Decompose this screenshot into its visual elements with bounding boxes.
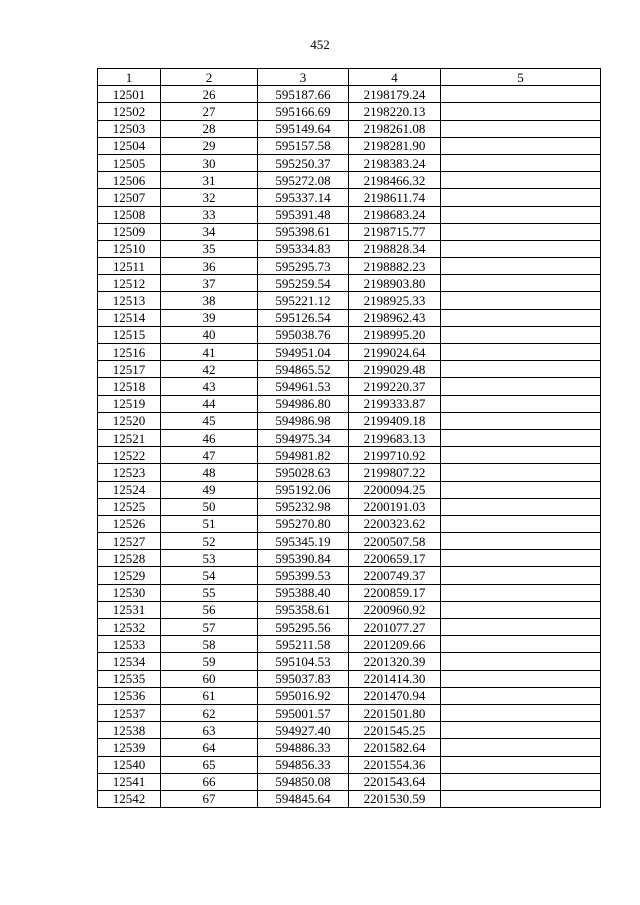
table-cell: 29 (161, 137, 258, 154)
table-cell (441, 653, 601, 670)
table-cell: 48 (161, 464, 258, 481)
table-cell: 2198962.43 (349, 309, 441, 326)
table-row (98, 326, 601, 343)
table-cell: 12502 (98, 103, 161, 120)
table-cell: 595399.53 (258, 567, 349, 584)
table-cell: 595358.61 (258, 601, 349, 618)
table-cell: 595250.37 (258, 154, 349, 171)
table-cell: 67 (161, 790, 258, 807)
table-cell: 595166.69 (258, 103, 349, 120)
table-cell: 12501 (98, 86, 161, 103)
coordinates-table (97, 68, 601, 808)
table-row (98, 739, 601, 756)
table-row (98, 567, 601, 584)
table-cell: 12531 (98, 601, 161, 618)
table-cell: 595345.19 (258, 533, 349, 550)
table-cell: 12519 (98, 395, 161, 412)
table-cell: 12517 (98, 361, 161, 378)
table-body (98, 86, 601, 808)
table-cell (441, 206, 601, 223)
table-cell (441, 258, 601, 275)
table-cell: 595259.54 (258, 275, 349, 292)
table-cell: 50 (161, 498, 258, 515)
table-cell: 12538 (98, 722, 161, 739)
table-cell: 12505 (98, 154, 161, 171)
table-row (98, 240, 601, 257)
table-cell: 12512 (98, 275, 161, 292)
table-cell (441, 704, 601, 721)
table-cell: 2198466.32 (349, 172, 441, 189)
table-cell: 43 (161, 378, 258, 395)
column-header: 1 (98, 69, 161, 86)
table-cell (441, 292, 601, 309)
table-cell: 52 (161, 533, 258, 550)
table-cell: 594850.08 (258, 773, 349, 790)
table-cell: 595295.56 (258, 619, 349, 636)
table-cell: 2199683.13 (349, 429, 441, 446)
table-row (98, 498, 601, 515)
table-cell: 2201582.64 (349, 739, 441, 756)
column-header: 4 (349, 69, 441, 86)
table-cell (441, 550, 601, 567)
table-row (98, 412, 601, 429)
table-cell: 2199029.48 (349, 361, 441, 378)
table-row (98, 275, 601, 292)
table-cell: 595028.63 (258, 464, 349, 481)
table-cell: 2198715.77 (349, 223, 441, 240)
table-row (98, 481, 601, 498)
table-cell: 35 (161, 240, 258, 257)
table-cell (441, 378, 601, 395)
table-row (98, 447, 601, 464)
table-cell (441, 584, 601, 601)
table-row (98, 790, 601, 807)
column-header: 3 (258, 69, 349, 86)
table-cell: 12518 (98, 378, 161, 395)
table-row (98, 550, 601, 567)
table-row (98, 756, 601, 773)
table-cell: 12507 (98, 189, 161, 206)
table-row (98, 137, 601, 154)
table-cell (441, 636, 601, 653)
table-row (98, 773, 601, 790)
table-cell: 12534 (98, 653, 161, 670)
table-cell: 594927.40 (258, 722, 349, 739)
table-cell: 594951.04 (258, 344, 349, 361)
table-cell: 54 (161, 567, 258, 584)
table-cell (441, 344, 601, 361)
table-cell: 2201545.25 (349, 722, 441, 739)
table-cell: 595038.76 (258, 326, 349, 343)
table-row (98, 533, 601, 550)
table-row (98, 653, 601, 670)
table-cell: 59 (161, 653, 258, 670)
table-row (98, 86, 601, 103)
table-cell: 53 (161, 550, 258, 567)
table-cell: 2200191.03 (349, 498, 441, 515)
table-cell: 594981.82 (258, 447, 349, 464)
table-cell: 595104.53 (258, 653, 349, 670)
table-row (98, 722, 601, 739)
table-cell (441, 429, 601, 446)
table-cell: 595016.92 (258, 687, 349, 704)
table-row (98, 704, 601, 721)
table-cell: 12514 (98, 309, 161, 326)
table-cell: 2200749.37 (349, 567, 441, 584)
table-cell: 595126.54 (258, 309, 349, 326)
table-cell (441, 86, 601, 103)
table-cell: 27 (161, 103, 258, 120)
table-cell: 595337.14 (258, 189, 349, 206)
table-cell: 55 (161, 584, 258, 601)
table-cell: 12503 (98, 120, 161, 137)
table-cell (441, 447, 601, 464)
table-row (98, 344, 601, 361)
table-cell: 32 (161, 189, 258, 206)
table-cell: 2201320.39 (349, 653, 441, 670)
table-cell (441, 481, 601, 498)
table-cell (441, 223, 601, 240)
table-cell (441, 687, 601, 704)
table-cell (441, 120, 601, 137)
table-cell: 45 (161, 412, 258, 429)
table-cell: 37 (161, 275, 258, 292)
table-cell (441, 412, 601, 429)
table-cell (441, 756, 601, 773)
table-cell: 2199710.92 (349, 447, 441, 464)
table-cell: 60 (161, 670, 258, 687)
table-cell (441, 790, 601, 807)
table-cell: 12513 (98, 292, 161, 309)
table-row (98, 361, 601, 378)
table-cell: 2201209.66 (349, 636, 441, 653)
table-cell: 12532 (98, 619, 161, 636)
table-cell (441, 533, 601, 550)
table-row (98, 103, 601, 120)
table-row (98, 670, 601, 687)
table-cell: 594845.64 (258, 790, 349, 807)
table-cell: 2201414.30 (349, 670, 441, 687)
table-cell (441, 670, 601, 687)
table-cell: 595192.06 (258, 481, 349, 498)
table-cell: 2201554.36 (349, 756, 441, 773)
table-cell: 2198828.34 (349, 240, 441, 257)
table-cell: 594961.53 (258, 378, 349, 395)
table-row (98, 687, 601, 704)
table-cell: 594986.98 (258, 412, 349, 429)
table-cell: 30 (161, 154, 258, 171)
table-cell: 595149.64 (258, 120, 349, 137)
table-cell: 2200323.62 (349, 515, 441, 532)
table-cell: 2199807.22 (349, 464, 441, 481)
table-cell: 12523 (98, 464, 161, 481)
column-header: 5 (441, 69, 601, 86)
table-cell: 12506 (98, 172, 161, 189)
table-row (98, 206, 601, 223)
table-cell (441, 464, 601, 481)
table-cell: 2199409.18 (349, 412, 441, 429)
table-cell: 2201543.64 (349, 773, 441, 790)
table-cell: 40 (161, 326, 258, 343)
table-cell: 12526 (98, 515, 161, 532)
table-cell: 595001.57 (258, 704, 349, 721)
table-cell: 2200960.92 (349, 601, 441, 618)
table-cell (441, 601, 601, 618)
table-cell: 65 (161, 756, 258, 773)
table-cell (441, 154, 601, 171)
table-cell: 12530 (98, 584, 161, 601)
table-cell: 12536 (98, 687, 161, 704)
table-cell: 2200507.58 (349, 533, 441, 550)
table-cell: 595334.83 (258, 240, 349, 257)
table-cell: 595398.61 (258, 223, 349, 240)
table-cell: 12537 (98, 704, 161, 721)
table-cell: 594865.52 (258, 361, 349, 378)
table-cell: 595187.66 (258, 86, 349, 103)
table-cell: 595211.58 (258, 636, 349, 653)
table-cell (441, 739, 601, 756)
table-cell: 62 (161, 704, 258, 721)
table-cell: 12540 (98, 756, 161, 773)
table-row (98, 258, 601, 275)
table-cell: 2199024.64 (349, 344, 441, 361)
table-cell: 594856.33 (258, 756, 349, 773)
table-cell (441, 361, 601, 378)
table-cell: 46 (161, 429, 258, 446)
table-cell: 2198261.08 (349, 120, 441, 137)
table-row (98, 515, 601, 532)
table-cell: 49 (161, 481, 258, 498)
table-cell: 595272.08 (258, 172, 349, 189)
table-cell: 12539 (98, 739, 161, 756)
table-cell (441, 189, 601, 206)
table-header (98, 69, 601, 86)
table-cell: 2199333.87 (349, 395, 441, 412)
table-cell: 595388.40 (258, 584, 349, 601)
table-cell: 12528 (98, 550, 161, 567)
table-cell: 47 (161, 447, 258, 464)
table-cell (441, 498, 601, 515)
table-cell: 33 (161, 206, 258, 223)
table-cell: 12516 (98, 344, 161, 361)
table-row (98, 584, 601, 601)
table-cell: 58 (161, 636, 258, 653)
table-cell: 12542 (98, 790, 161, 807)
table-cell: 2198611.74 (349, 189, 441, 206)
table-cell: 595232.98 (258, 498, 349, 515)
table-cell: 2201501.80 (349, 704, 441, 721)
table-cell (441, 773, 601, 790)
table-cell: 12525 (98, 498, 161, 515)
table-cell: 38 (161, 292, 258, 309)
table-cell: 2198179.24 (349, 86, 441, 103)
table-cell (441, 172, 601, 189)
table-cell: 12527 (98, 533, 161, 550)
table-cell: 12520 (98, 412, 161, 429)
table-cell: 42 (161, 361, 258, 378)
table-cell: 2198220.13 (349, 103, 441, 120)
table-cell (441, 103, 601, 120)
table-cell (441, 515, 601, 532)
table-cell: 594986.80 (258, 395, 349, 412)
table-cell: 595295.73 (258, 258, 349, 275)
table-cell: 2201530.59 (349, 790, 441, 807)
table-cell: 2198995.20 (349, 326, 441, 343)
table-cell: 2201077.27 (349, 619, 441, 636)
table-cell: 2198281.90 (349, 137, 441, 154)
table-cell: 2201470.94 (349, 687, 441, 704)
table-cell: 2200859.17 (349, 584, 441, 601)
table-row (98, 429, 601, 446)
table-cell: 2198683.24 (349, 206, 441, 223)
table-cell: 2200094.25 (349, 481, 441, 498)
table-cell (441, 275, 601, 292)
column-header: 2 (161, 69, 258, 86)
table-cell: 57 (161, 619, 258, 636)
table-cell: 595221.12 (258, 292, 349, 309)
table-cell: 12535 (98, 670, 161, 687)
table-cell: 66 (161, 773, 258, 790)
header-row (98, 69, 601, 86)
table-cell: 12533 (98, 636, 161, 653)
table-row (98, 395, 601, 412)
table-cell (441, 326, 601, 343)
table-cell (441, 567, 601, 584)
table-row (98, 189, 601, 206)
table-cell (441, 619, 601, 636)
table-cell: 63 (161, 722, 258, 739)
table-cell: 64 (161, 739, 258, 756)
table-cell: 41 (161, 344, 258, 361)
table-row (98, 464, 601, 481)
table-cell: 12509 (98, 223, 161, 240)
table-cell (441, 137, 601, 154)
table-row (98, 309, 601, 326)
table-cell: 2198882.23 (349, 258, 441, 275)
table-cell: 12524 (98, 481, 161, 498)
table-cell: 2198383.24 (349, 154, 441, 171)
table-cell: 51 (161, 515, 258, 532)
table-cell: 34 (161, 223, 258, 240)
table-cell: 595270.80 (258, 515, 349, 532)
table-cell: 36 (161, 258, 258, 275)
table-row (98, 120, 601, 137)
table-row (98, 619, 601, 636)
table-cell: 12541 (98, 773, 161, 790)
table-cell (441, 722, 601, 739)
table-cell: 2200659.17 (349, 550, 441, 567)
table-cell: 594886.33 (258, 739, 349, 756)
table-cell: 12504 (98, 137, 161, 154)
table-cell: 12521 (98, 429, 161, 446)
table-cell: 12510 (98, 240, 161, 257)
table-cell: 56 (161, 601, 258, 618)
table-cell: 26 (161, 86, 258, 103)
table-cell: 595037.83 (258, 670, 349, 687)
table-cell (441, 309, 601, 326)
table-row (98, 292, 601, 309)
table-row (98, 378, 601, 395)
table-row (98, 601, 601, 618)
table-row (98, 636, 601, 653)
table-cell (441, 395, 601, 412)
table-cell: 12515 (98, 326, 161, 343)
table-cell: 61 (161, 687, 258, 704)
table-cell (441, 240, 601, 257)
table-cell: 28 (161, 120, 258, 137)
table-cell: 2198925.33 (349, 292, 441, 309)
table-cell: 31 (161, 172, 258, 189)
table-cell: 12522 (98, 447, 161, 464)
table-cell: 12529 (98, 567, 161, 584)
table-cell: 2199220.37 (349, 378, 441, 395)
table-cell: 595391.48 (258, 206, 349, 223)
table-cell: 594975.34 (258, 429, 349, 446)
table-cell: 39 (161, 309, 258, 326)
table-row (98, 154, 601, 171)
table-row (98, 223, 601, 240)
table-row (98, 172, 601, 189)
table-cell: 595157.58 (258, 137, 349, 154)
table-cell: 12508 (98, 206, 161, 223)
table-cell: 595390.84 (258, 550, 349, 567)
page-number: 452 (310, 37, 330, 52)
table-cell: 44 (161, 395, 258, 412)
table-cell: 12511 (98, 258, 161, 275)
table-cell: 2198903.80 (349, 275, 441, 292)
